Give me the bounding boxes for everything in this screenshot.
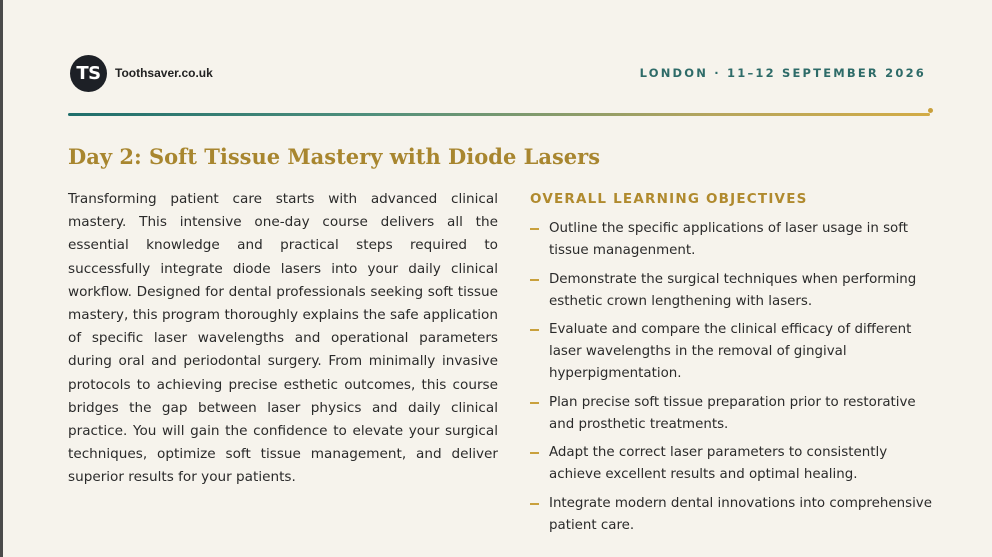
objective-text: Plan precise soft tissue preparation prior to restorative and prosthetic treatments. (549, 394, 916, 432)
objective-item (530, 493, 940, 537)
objective-item (530, 392, 940, 436)
objective-item (530, 218, 940, 262)
objective-item (530, 442, 940, 486)
dash-bullet-icon (530, 402, 539, 404)
objective-text: Demonstrate the surgical techniques when performing esthetic crown lengthening with lasers. (549, 271, 917, 309)
dash-bullet-icon (530, 228, 539, 230)
page-title: Day 2: Soft Tissue Mastery with Diode Lasers (68, 144, 601, 169)
objective-text: Adapt the correct laser parameters to consistently achieve excellent results and optimal healing. (549, 445, 888, 482)
dash-bullet-icon (530, 279, 539, 281)
event-location-date: LONDON · 11–12 SEPTEMBER 2026 (639, 66, 926, 80)
objectives-list (530, 218, 940, 537)
dash-bullet-icon (530, 329, 539, 331)
page-header (70, 55, 932, 95)
objectives-heading: OVERALL LEARNING OBJECTIVES (530, 191, 808, 207)
learning-objectives-section (530, 188, 940, 543)
objective-item (530, 269, 940, 313)
dash-bullet-icon (530, 452, 539, 454)
logo-badge: TS (70, 55, 107, 92)
divider-dot (928, 108, 933, 113)
objective-text: Integrate modern dental innovations into comprehensive patient care. (549, 495, 932, 533)
objective-text: Evaluate and compare the clinical efficacy of different laser wavelengths in the removal of gingival hyperpigmentation. (549, 322, 912, 381)
header-divider (68, 113, 930, 116)
objective-item (530, 319, 940, 385)
dash-bullet-icon (530, 503, 539, 505)
objective-text: Outline the specific applications of laser usage in soft tissue managenment. (549, 221, 908, 258)
logo-text: Toothsaver.co.uk (115, 66, 213, 80)
course-description: Transforming patient care starts with advanced clinical mastery. This intensive one-day course delivers all the essential knowledge and practical steps required to successfully integrate diode lasers into your daily clinical workflow. Designed for dental professionals seeking soft tissue mastery, this program thoroughly explains the safe application of specific laser wavelengths and operational parameters during oral and periodontal surgery. From minimally invasive protocols to achieving precise esthetic outcomes, this course bridges the gap between laser physics and daily clinical practice. You will gain the confidence to elevate your surgical techniques, optimize soft tissue management, and deliver superior results for your patients. (68, 191, 498, 486)
page-edge (0, 0, 3, 557)
